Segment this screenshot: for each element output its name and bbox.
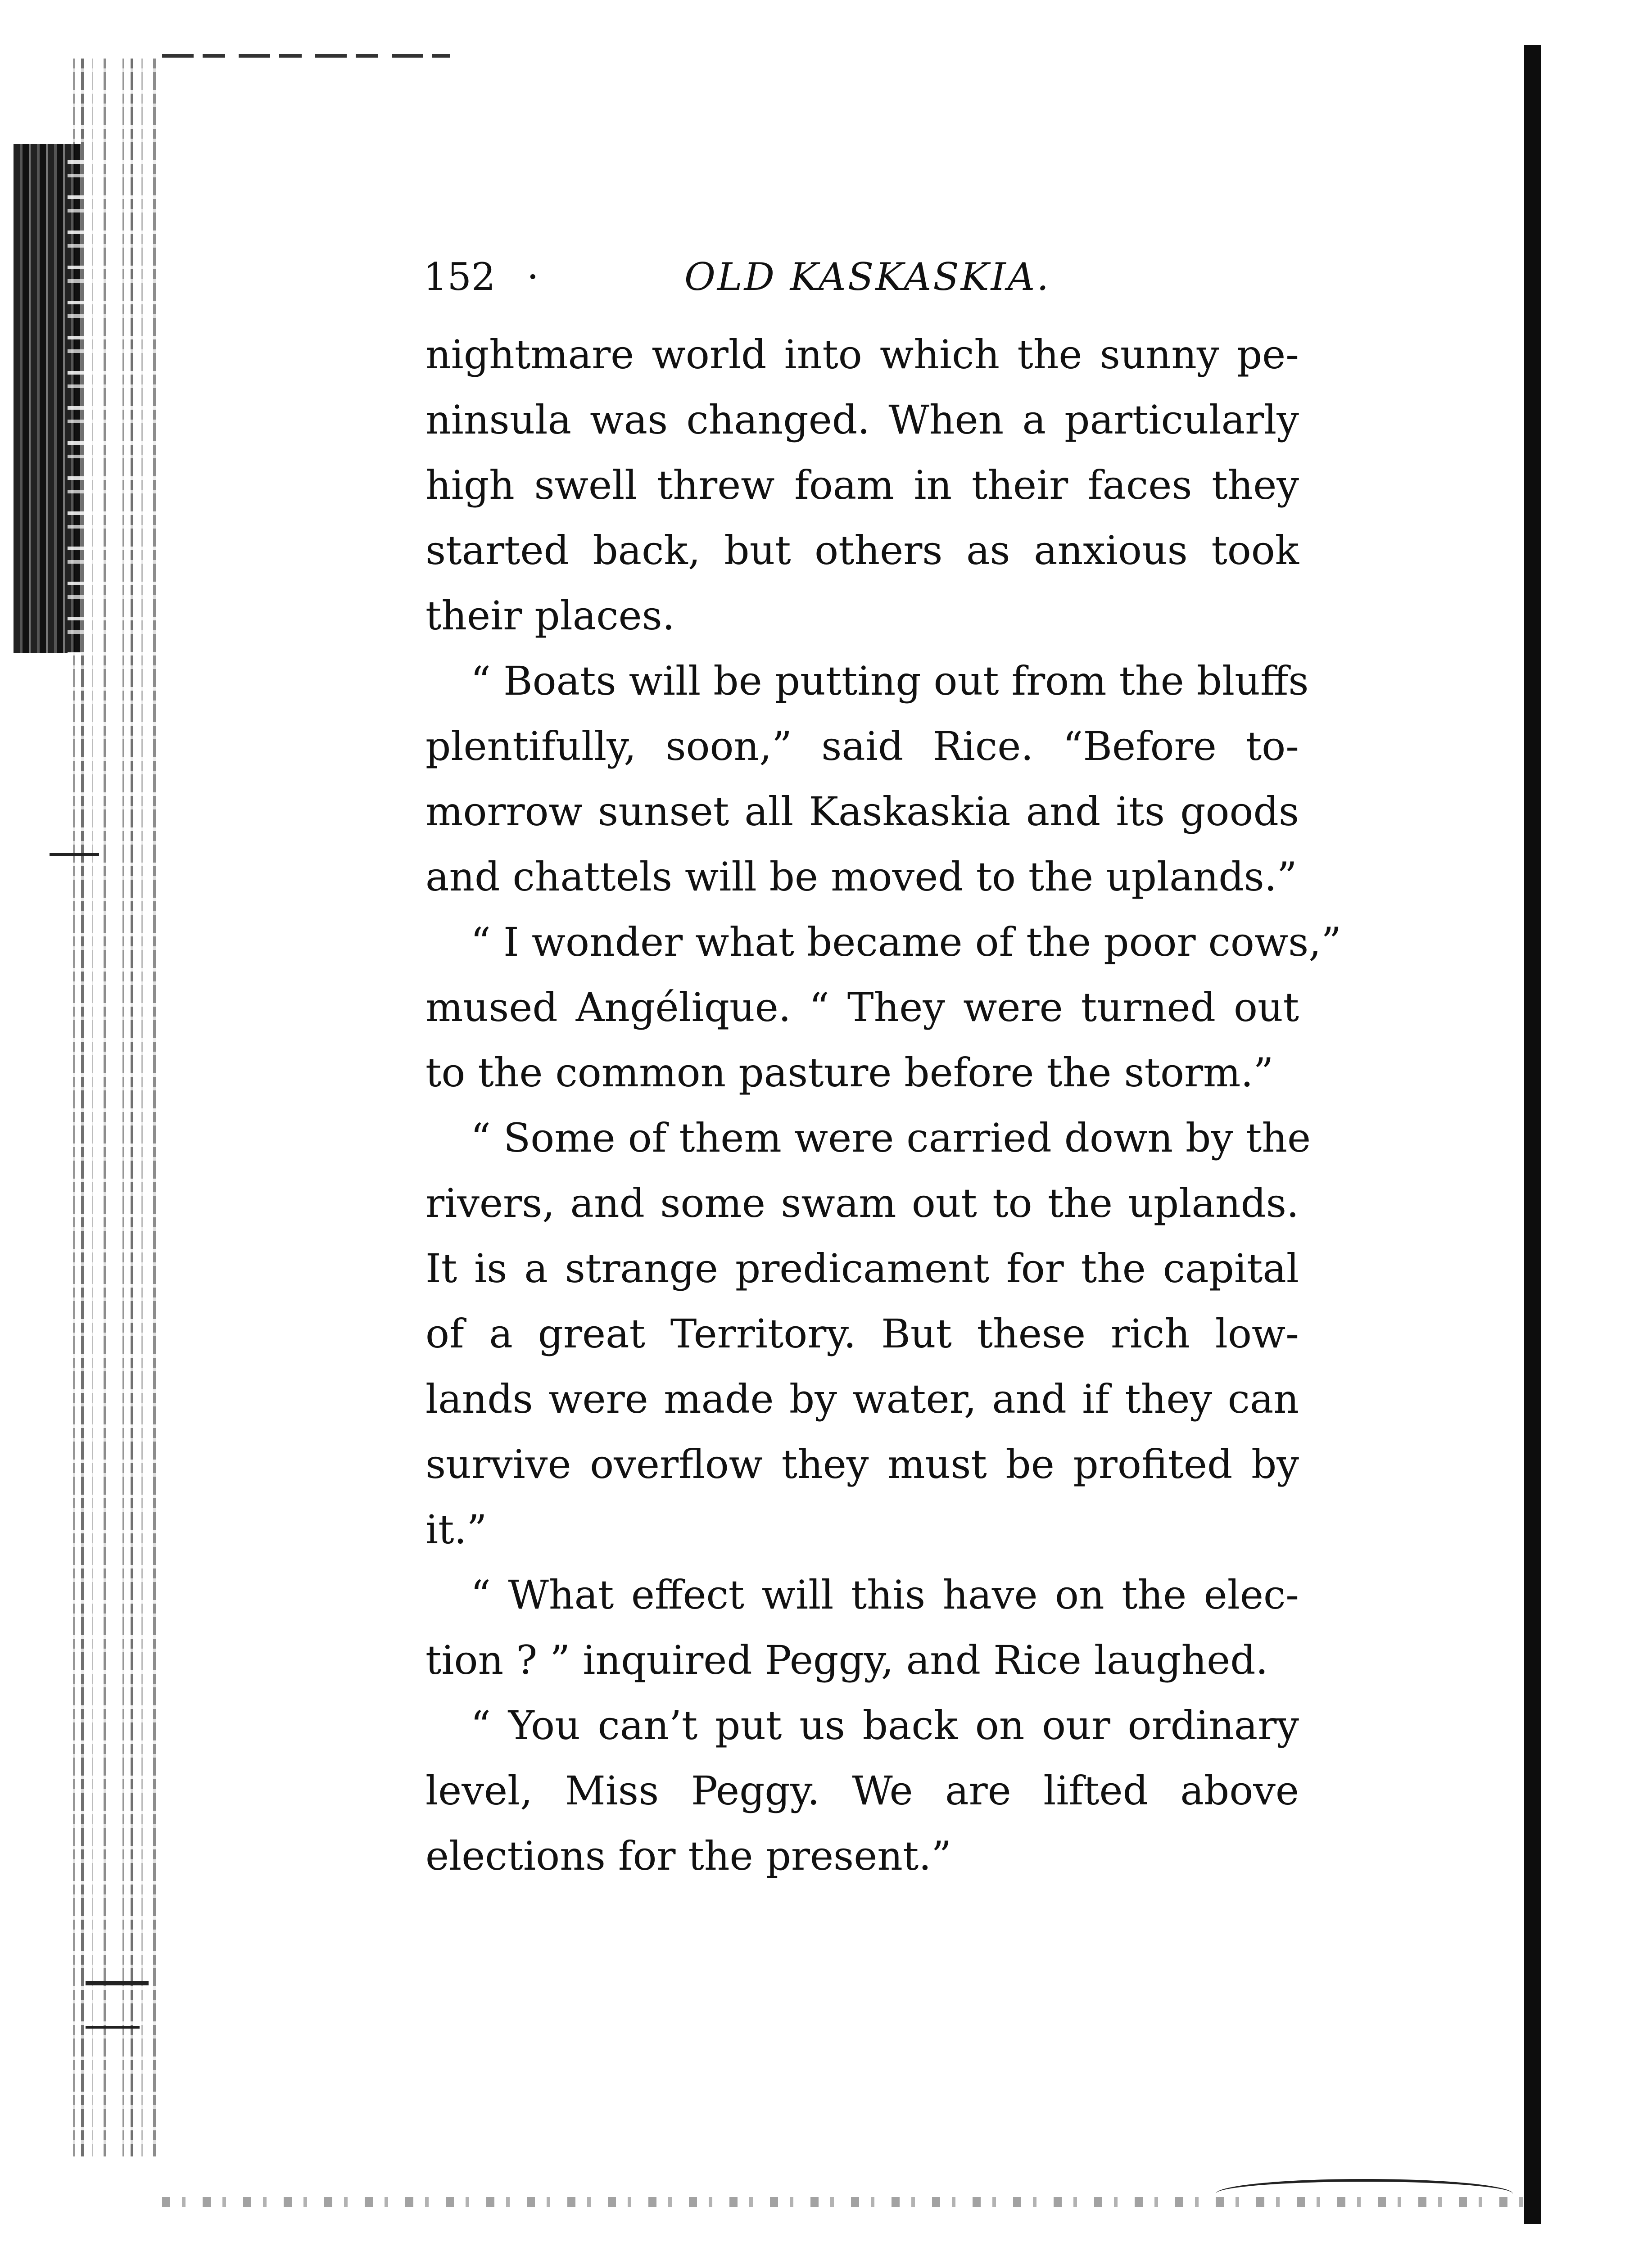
text-line: survive overflow they must be profited by bbox=[425, 1441, 1299, 1487]
binding-gutter bbox=[0, 0, 171, 2251]
text-line: it.” bbox=[425, 1506, 487, 1553]
text-line: and chattels will be moved to the uplands.” bbox=[425, 854, 1297, 900]
text-line: of a great Territory. But these rich low- bbox=[425, 1311, 1299, 1357]
text-line: plentifully, soon,” said Rice. “Before to- bbox=[425, 723, 1299, 769]
text-line: to the common pasture before the storm.” bbox=[425, 1049, 1274, 1096]
text-line: tion ? ” inquired Peggy, and Rice laughed. bbox=[425, 1637, 1268, 1683]
running-header bbox=[423, 252, 1279, 302]
text-line: It is a strange predicament for the capital bbox=[425, 1245, 1299, 1292]
text-line: “ I wonder what became of the poor cows,” bbox=[471, 919, 1342, 965]
text-line: started back, but others as anxious took bbox=[425, 527, 1299, 574]
gutter-mark bbox=[50, 853, 99, 856]
text-line: rivers, and some swam out to the uplands. bbox=[425, 1180, 1299, 1226]
header-dot: · bbox=[527, 255, 539, 299]
body-text bbox=[425, 322, 1342, 1889]
text-line: “ You can’t put us back on our ordinary bbox=[471, 1702, 1299, 1749]
right-edge-rule bbox=[1524, 45, 1541, 2224]
text-line: level, Miss Peggy. We are lifted above bbox=[425, 1767, 1299, 1814]
text-line: “ Boats will be putting out from the bluffs bbox=[471, 658, 1309, 704]
text-line: “ What effect will this have on the elec- bbox=[471, 1572, 1299, 1618]
text-line: morrow sunset all Kaskaskia and its goods bbox=[425, 788, 1299, 835]
text-line: their places. bbox=[425, 592, 675, 639]
text-line: mused Angélique. “ They were turned out bbox=[425, 984, 1299, 1031]
text-line: lands were made by water, and if they can bbox=[425, 1376, 1299, 1422]
top-edge-marks bbox=[162, 54, 450, 58]
text-line: high swell threw foam in their faces they bbox=[425, 462, 1299, 508]
text-line: nightmare world into which the sunny pe- bbox=[425, 331, 1299, 378]
scan-noise-mask bbox=[68, 59, 158, 2156]
gutter-mark bbox=[86, 1981, 149, 1985]
text-line: elections for the present.” bbox=[425, 1833, 952, 1879]
bottom-edge-stroke bbox=[1216, 2179, 1513, 2209]
text-line: ninsula was changed. When a particularly bbox=[425, 397, 1299, 443]
text-line: “ Some of them were carried down by the bbox=[471, 1115, 1311, 1161]
running-title: OLD KASKASKIA. bbox=[684, 255, 1051, 299]
page-number: 152 bbox=[423, 255, 496, 299]
gutter-mark bbox=[86, 2026, 140, 2029]
